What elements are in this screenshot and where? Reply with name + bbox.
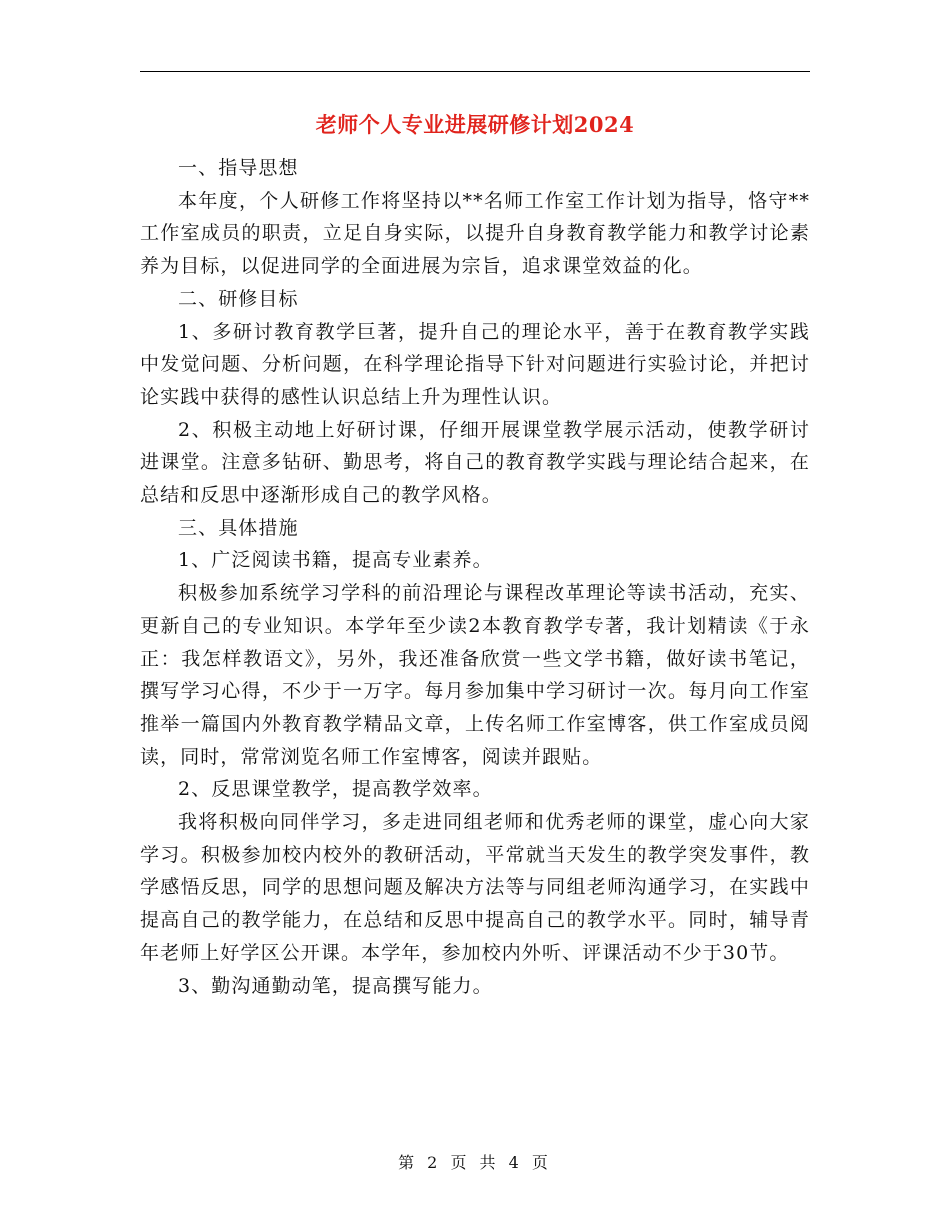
paragraph-goal-2: 2、积极主动地上好研讨课，仔细开展课堂教学展示活动，使教学研讨进课堂。注意多钻研、勤思考，将自己的教育教学实践与理论结合起来，在总结和反思中逐渐形成自己的教学风格。 <box>140 418 810 507</box>
subheading-measure-2: 2、反思课堂教学，提高教学效率。 <box>178 778 493 801</box>
page-footer: 第 2 页 共 4 页 <box>398 1153 552 1172</box>
heading-guiding-ideology: 一、指导思想 <box>178 157 299 179</box>
document-body <box>140 152 810 1002</box>
document-title: 老师个人专业进展研修计划2024 <box>315 112 635 137</box>
subheading-measure-3: 3、勤沟通勤动笔，提高撰写能力。 <box>178 974 493 997</box>
paragraph-goal-1: 1、多研讨教育教学巨著，提升自己的理论水平，善于在教育教学实践中发觉问题、分析问题，在科学理论指导下针对问题进行实验讨论，并把讨论实践中获得的感性认识总结上升为理性认识。 <box>140 320 810 408</box>
paragraph-guiding-ideology: 本年度，个人研修工作将坚持以**名师工作室工作计划为指导，恪守**工作室成员的职责，立足自身实际，以提升自身教育教学能力和教学讨论素养为目标，以促进同学的全面进展为宗旨，追求课堂效益的化。 <box>140 189 810 278</box>
heading-training-goals: 二、研修目标 <box>178 287 299 310</box>
paragraph-measure-2: 我将积极向同伴学习，多走进同组老师和优秀老师的课堂，虚心向大家学习。积极参加校内校外的教研活动，平常就当天发生的教学突发事件，教学感悟反思，同学的思想问题及解决方法等与同组老师沟通学习，在实践中提高自己的教学能力，在总结和反思中提高自己的教学水平。同时，辅导青年老师上好学区公开课。本学年，参加校内外听、评课活动不少于30节。 <box>140 811 810 964</box>
subheading-measure-1: 1、广泛阅读书籍，提高专业素养。 <box>178 549 493 572</box>
heading-specific-measures: 三、具体措施 <box>178 516 299 539</box>
paragraph-measure-1: 积极参加系统学习学科的前沿理论与课程改革理论等读书活动，充实、更新自己的专业知识。本学年至少读2本教育教学专著，我计划精读《于永正：我怎样教语文》，另外，我还准备欣赏一些文学书籍，做好读书笔记，撰写学习心得，不少于一万字。每月参加集中学习研讨一次。每月向工作室推举一篇国内外教育教学精品文章，上传名师工作室博客，供工作室成员阅读，同时，常常浏览名师工作室博客，阅读并跟贴。 <box>140 582 810 768</box>
header-rule <box>140 71 810 72</box>
